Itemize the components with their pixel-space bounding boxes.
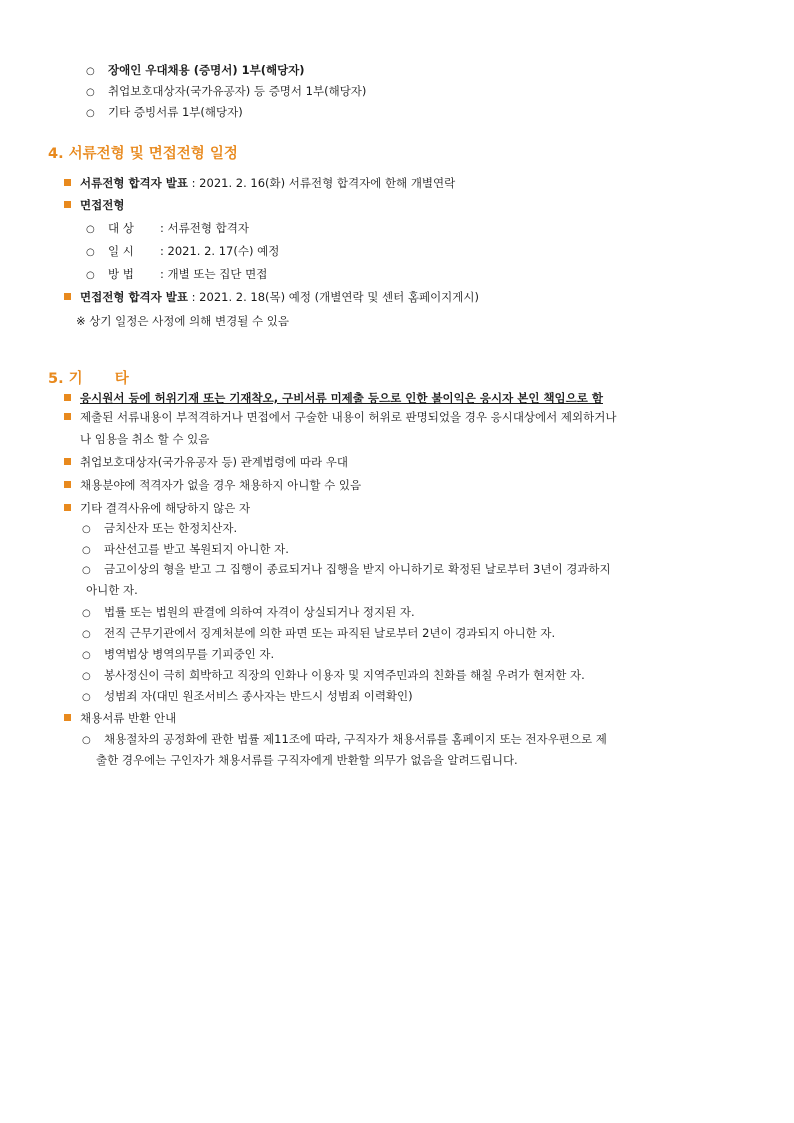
hollow-circle-icon: ○ <box>82 565 91 576</box>
list-item: ○ 취업보호대상자(국가유공자) 등 증명서 1부(해당자) <box>86 83 366 101</box>
disqualification-item: ○ 금고이상의 형을 받고 그 집행이 종료되거나 집행을 받지 아니하기로 확정된 날로부터 3년이 경과하지 <box>82 561 728 579</box>
square-bullet-icon <box>64 413 71 420</box>
disqualification-item: ○ 성범죄 자(대민 원조서비스 종사자는 반드시 성범죄 이력확인) <box>82 688 413 706</box>
hollow-circle-icon: ○ <box>86 87 95 98</box>
list-item: 취업보호대상자(국가유공자 등) 관계법령에 따라 우대 <box>64 454 348 470</box>
final-result-label: 면접전형 합격자 발표 <box>80 290 188 304</box>
disqualification-item: ○ 봉사정신이 극히 희박하고 직장의 인화나 이용자 및 지역주민과의 친화를 해칠 우려가 현저한 자. <box>82 667 585 685</box>
list-item: 기타 결격사유에 해당하지 않은 자 <box>64 500 250 516</box>
section-4-heading: 4. 서류전형 및 면접전형 일정 <box>48 146 238 162</box>
list-item: ○ 장애인 우대채용 (증명서) 1부(해당자) <box>86 62 305 80</box>
disqualification-continuation: 아니한 자. <box>86 583 138 597</box>
hollow-circle-icon: ○ <box>82 608 91 619</box>
list-item <box>64 289 479 305</box>
square-bullet-icon <box>64 458 71 465</box>
list-item: 응시원서 등에 허위기재 또는 기재착오, 구비서류 미제출 등으로 인한 불이익은 응시자 본인 책임으로 함 <box>64 390 603 406</box>
hollow-circle-icon: ○ <box>82 650 91 661</box>
list-item: 채용분야에 적격자가 없을 경우 채용하지 아니할 수 있음 <box>64 477 361 493</box>
list-item: ○ 기타 증빙서류 1부(해당자) <box>86 104 243 122</box>
hollow-circle-icon: ○ <box>82 545 91 556</box>
hollow-circle-icon: ○ <box>82 629 91 640</box>
hollow-circle-icon: ○ <box>86 66 95 77</box>
final-result-text: : 2021. 2. 18(목) 예정 (개별연락 및 센터 홈페이지게시) <box>188 290 479 304</box>
disqualification-item: ○ 법률 또는 법원의 판결에 의하여 자격이 상실되거나 정지된 자. <box>82 604 415 622</box>
hollow-circle-icon: ○ <box>86 108 95 119</box>
list-item: 채용서류 반환 안내 <box>64 710 176 726</box>
square-bullet-icon <box>64 714 71 721</box>
hollow-circle-icon: ○ <box>86 247 95 258</box>
doc-result-text: : 2021. 2. 16(화) 서류전형 합격자에 한해 개별연락 <box>188 176 456 190</box>
list-item <box>64 197 124 213</box>
interview-label: 면접전형 <box>80 198 125 212</box>
square-bullet-icon <box>64 394 71 401</box>
square-bullet-icon <box>64 293 71 300</box>
disqualification-item: ○ 전직 근무기관에서 징계처분에 의한 파면 또는 파직된 날로부터 2년이 경과되지 아니한 자. <box>82 625 555 643</box>
hollow-circle-icon: ○ <box>82 524 91 535</box>
hollow-circle-icon: ○ <box>86 270 95 281</box>
interview-row: ○ 대 상 : 서류전형 합격자 <box>86 220 249 238</box>
hollow-circle-icon: ○ <box>82 735 91 746</box>
return-notice-continuation: 출한 경우에는 구인자가 채용서류를 구직자에게 반환할 의무가 없음을 알려드립니다. <box>96 753 518 767</box>
list-item: 제출된 서류내용이 부적격하거나 면접에서 구술한 내용이 허위로 판명되었을 경우 응시대상에서 제외하거나 <box>64 409 616 425</box>
hollow-circle-icon: ○ <box>86 224 95 235</box>
schedule-note: ※ 상기 일정은 사정에 의해 변경될 수 있음 <box>76 314 289 328</box>
disqualification-item: ○ 병역법상 병역의무를 기피중인 자. <box>82 646 274 664</box>
hollow-circle-icon: ○ <box>82 671 91 682</box>
square-bullet-icon <box>64 504 71 511</box>
list-item-continuation: 나 임용을 취소 할 수 있음 <box>80 432 210 446</box>
list-item <box>64 175 455 191</box>
square-bullet-icon <box>64 201 71 208</box>
square-bullet-icon <box>64 481 71 488</box>
interview-row: ○ 방 법 : 개별 또는 집단 면접 <box>86 266 267 284</box>
disqualification-item: ○ 금치산자 또는 한정치산자. <box>82 520 237 538</box>
doc-result-label: 서류전형 합격자 발표 <box>80 176 188 190</box>
return-notice-line: ○ 채용절차의 공정화에 관한 법률 제11조에 따라, 구직자가 채용서류를 홈페이지 또는 전자우편으로 제 <box>82 731 607 749</box>
hollow-circle-icon: ○ <box>82 692 91 703</box>
section-5-heading: 5. 기 타 <box>48 371 129 387</box>
interview-row: ○ 일 시 : 2021. 2. 17(수) 예정 <box>86 243 279 261</box>
disqualification-item: ○ 파산선고를 받고 복원되지 아니한 자. <box>82 541 289 559</box>
square-bullet-icon <box>64 179 71 186</box>
